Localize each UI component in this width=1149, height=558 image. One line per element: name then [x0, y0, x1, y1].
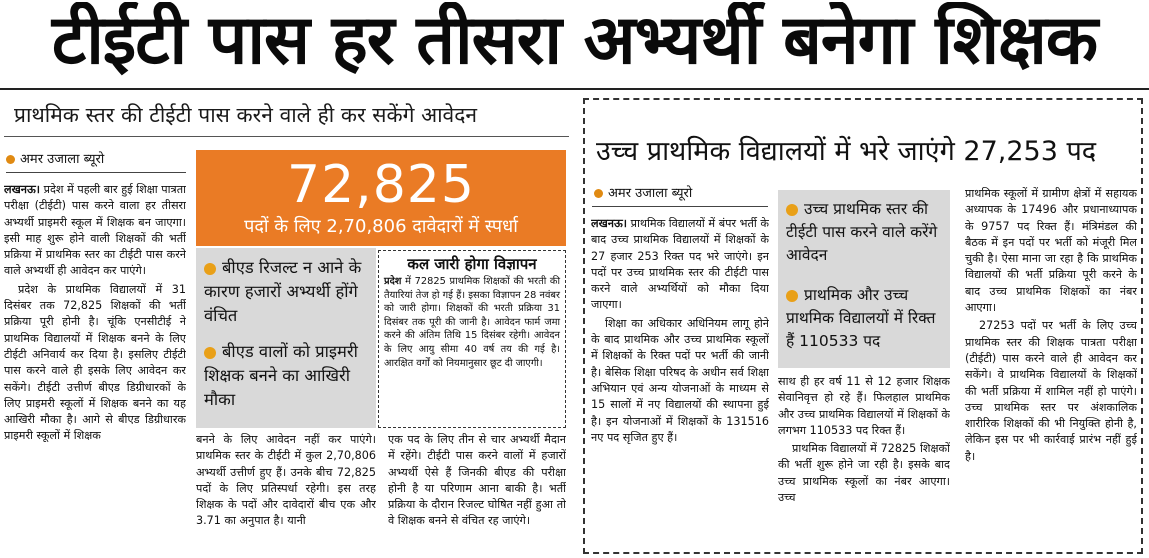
right-col1-para2: शिक्षा का अधिकार अधिनियम लागू होने के बाद प्राथमिक और उच्च प्राथमिक स्कूलों में शिक्षकों के रिक्त पदों पर भर्ती की जानी है। बेसिक शिक्षा परिषद के अधीन सर्व शिक्षा अभियान एवं अन्य योजनाओं के माध्यम से 15 सालों में नए विद्यालयों की स्थापना हुई है। इन योजनाओं में शिक्षकों के 131516 नए पद सृजित हुए हैं।	[591, 316, 769, 444]
right-byline	[594, 186, 692, 202]
left-subheading-rule	[4, 136, 569, 137]
ad-notice-title: कल जारी होगा विज्ञापन	[407, 255, 537, 273]
headline: टीईटी पास हर तीसरा अभ्यर्थी बनेगा शिक्षक	[51, 2, 1098, 80]
left-col1-para2: प्रदेश के प्राथमिक विद्यालयों में 31 दिसंबर तक 72,825 शिक्षकों की भर्ती प्रक्रिया पूरी होनी है। चूंकि एनसीटीई ने प्राथमिक विद्यालयों में शिक्षक बनने के लिए टीईटी अनिवार्य कर दिया है। इसलिए टीईटी पास करने वाले ही इसके लिए आवेदन कर सकेंगे। टीईटी उत्तीर्ण बीएड डिग्रीधारकों के लिए प्राइमरी स्कूलों में शिक्षक बनने का यह आखिरी मौका है। आगे से बीएड डिग्रीधारक प्राइमरी स्कूलों में शिक्षक	[4, 282, 186, 443]
headline-rule	[0, 88, 1149, 90]
left-byline-rule	[6, 172, 186, 173]
right-subheading: उच्च प्राथमिक विद्यालयों में भरे जाएंगे 27,253 पद	[596, 136, 1097, 167]
right-column-3	[965, 186, 1137, 550]
left-point-1-text: बीएड रिजल्ट न आने के कारण हजारों अभ्यर्थी होंगे वंचित	[204, 258, 362, 325]
left-col1-para1	[4, 182, 186, 280]
left-column-2-bottom: बनने के लिए आवेदन नहीं कर पाएंगे। प्राथमिक स्तर के टीईटी में कुल 2,70,806 अभ्यर्थी उत्तीर्ण हुए हैं। उनके बीच 72,825 पदों के लिए प्रतिस्पर्धा रहेगी। इस तरह शिक्षक के पदों और दावेदारों बीच एक और 3.71 का अनुपात है। यानी	[196, 433, 376, 528]
left-point-1	[204, 256, 372, 328]
byline-dot-icon	[594, 189, 603, 198]
highlight-number: 72,825	[287, 155, 475, 215]
right-points-box	[778, 190, 950, 368]
left-dateline: लखनऊ।	[4, 183, 40, 196]
right-column-1	[591, 216, 769, 548]
left-points-box	[196, 248, 376, 428]
right-point-1-text: उच्च प्राथमिक स्तर की टीईटी पास करने वाले करेंगे आवेदन	[786, 200, 938, 264]
bullet-icon	[786, 204, 798, 216]
right-col3-para2: 27253 पदों पर भर्ती के लिए उच्च प्राथमिक स्तर की शिक्षक पात्रता परीक्षा (टीईटी) पास करने वाले ही आवेदन कर सकेंगे। वे प्राथमिक विद्यालयों के शिक्षकों की भर्ती प्रक्रिया में शामिल नहीं हो पाएंगे। उच्च प्राथमिक स्तर पर अंशकालिक शारीरिक शिक्षकों की भी नियुक्ति होनी है, लेकिन इस पर भी कार्रवाई प्रारंभ नहीं हुई है।	[965, 319, 1137, 463]
left-subheading: प्राथमिक स्तर की टीईटी पास करने वाले ही कर सकेंगे आवेदन	[14, 103, 478, 127]
highlight-caption: पदों के लिए 2,70,806 दावेदारों में स्पर्धा	[244, 216, 518, 237]
right-col1-para1	[591, 216, 769, 314]
right-point-2	[786, 284, 946, 353]
right-dateline: लखनऊ।	[591, 217, 627, 230]
right-col2-para2: प्राथमिक विद्यालयों में 72825 शिक्षकों की भर्ती शुरू होने जा रही है। इसके बाद उच्च प्राथमिक स्कूलों का नंबर आएगा। उच्च	[778, 442, 950, 505]
right-col1-para1-text: प्राथमिक विद्यालयों में बंपर भर्ती के बाद उच्च प्राथमिक विद्यालयों में शिक्षकों के 27 हजार 253 रिक्त पद भरे जाएंगे। इन पदों पर उच्च प्राथमिक स्तर की टीईटी पास करने वाले अभ्यर्थियों को मौका दिया जाएगा।	[591, 217, 769, 312]
ad-notice-body	[384, 275, 560, 370]
right-byline-rule	[592, 206, 768, 207]
left-column-1	[4, 182, 186, 556]
left-byline-text: अमर उजाला ब्यूरो	[20, 152, 105, 167]
right-byline-text: अमर उजाला ब्यूरो	[608, 186, 693, 201]
ad-notice-box	[378, 250, 566, 428]
left-point-2-text: बीएड वालों को प्राइमरी शिक्षक बनने का आखिरी मौका	[204, 342, 358, 409]
right-point-2-text: प्राथमिक और उच्च प्राथमिक विद्यालयों में रिक्त हैं 110533 पद	[786, 286, 936, 350]
bullet-icon	[204, 263, 216, 275]
bullet-icon	[786, 290, 798, 302]
left-byline	[6, 152, 104, 168]
bullet-icon	[204, 347, 216, 359]
right-point-1	[786, 198, 946, 267]
left-col1-para1-text: प्रदेश में पहली बार हुई शिक्षा पात्रता परीक्षा (टीईटी) पास करने वाला हर तीसरा अभ्यर्थी प्राइमरी स्कूल में शिक्षक बन जाएगा। इसी माह शुरू होने वाली शिक्षकों की भर्ती प्रक्रिया में प्राथमिक स्तर का टीईटी पास करने वाले अभ्यर्थी ही आवेदन कर पाएंगे।	[4, 183, 186, 278]
byline-dot-icon	[6, 155, 15, 164]
right-col2-para1: साथ ही हर वर्ष 11 से 12 हजार शिक्षक सेवानिवृत्त हो रहे हैं। फिलहाल प्राथमिक और उच्च प्राथमिक विद्यालयों में शिक्षकों के लगभग 110533 पद रिक्त हैं।	[778, 375, 950, 437]
highlight-box	[196, 150, 566, 246]
ad-notice-text: में 72825 प्राथमिक शिक्षकों की भरती की तैयारियां तेज हो गई हैं। इसका विज्ञापन 28 नवंबर को जारी होगा। शिक्षकों की भरती प्रक्रिया 31 दिसंबर तक पूरी की जानी है। आवेदन फार्म जमा करने की अंतिम तिथि 15 दिसंबर रहेगी। आवेदन के लिए आयु सीमा 40 वर्ष तय की गई है। आरक्षित वर्गों को नियमानुसार छूट दी जाएगी।	[384, 276, 560, 369]
right-column-2-bottom	[778, 374, 950, 550]
left-column-3-bottom: एक पद के लिए तीन से चार अभ्यर्थी मैदान में रहेंगे। टीईटी पास करने वालों में हजारों अभ्यर्थी ऐसे हैं जिनकी बीएड की परीक्षा होनी है या परिणाम आना बाकी है। भर्ती प्रक्रिया के दौरान रिजल्ट घोषित नहीं हुआ तो वे शिक्षक बनने से वंचित रह जाएंगे।	[388, 433, 566, 528]
ad-notice-lead: प्रदेश	[384, 276, 402, 287]
right-col3-para1: प्राथमिक स्कूलों में ग्रामीण क्षेत्रों में सहायक अध्यापक के 17496 और प्रधानाध्यापक के 9757 पद रिक्त हैं। मंत्रिमंडल की बैठक में इन पदों पर भर्ती को मंजूरी मिल चुकी है। ऐसा माना जा रहा है कि प्राथमिक विद्यालयों की भर्ती प्रक्रिया पूरी करने के बाद उच्च प्राथमिक शिक्षकों का नंबर आएगा।	[965, 187, 1137, 315]
left-point-2	[204, 340, 372, 412]
